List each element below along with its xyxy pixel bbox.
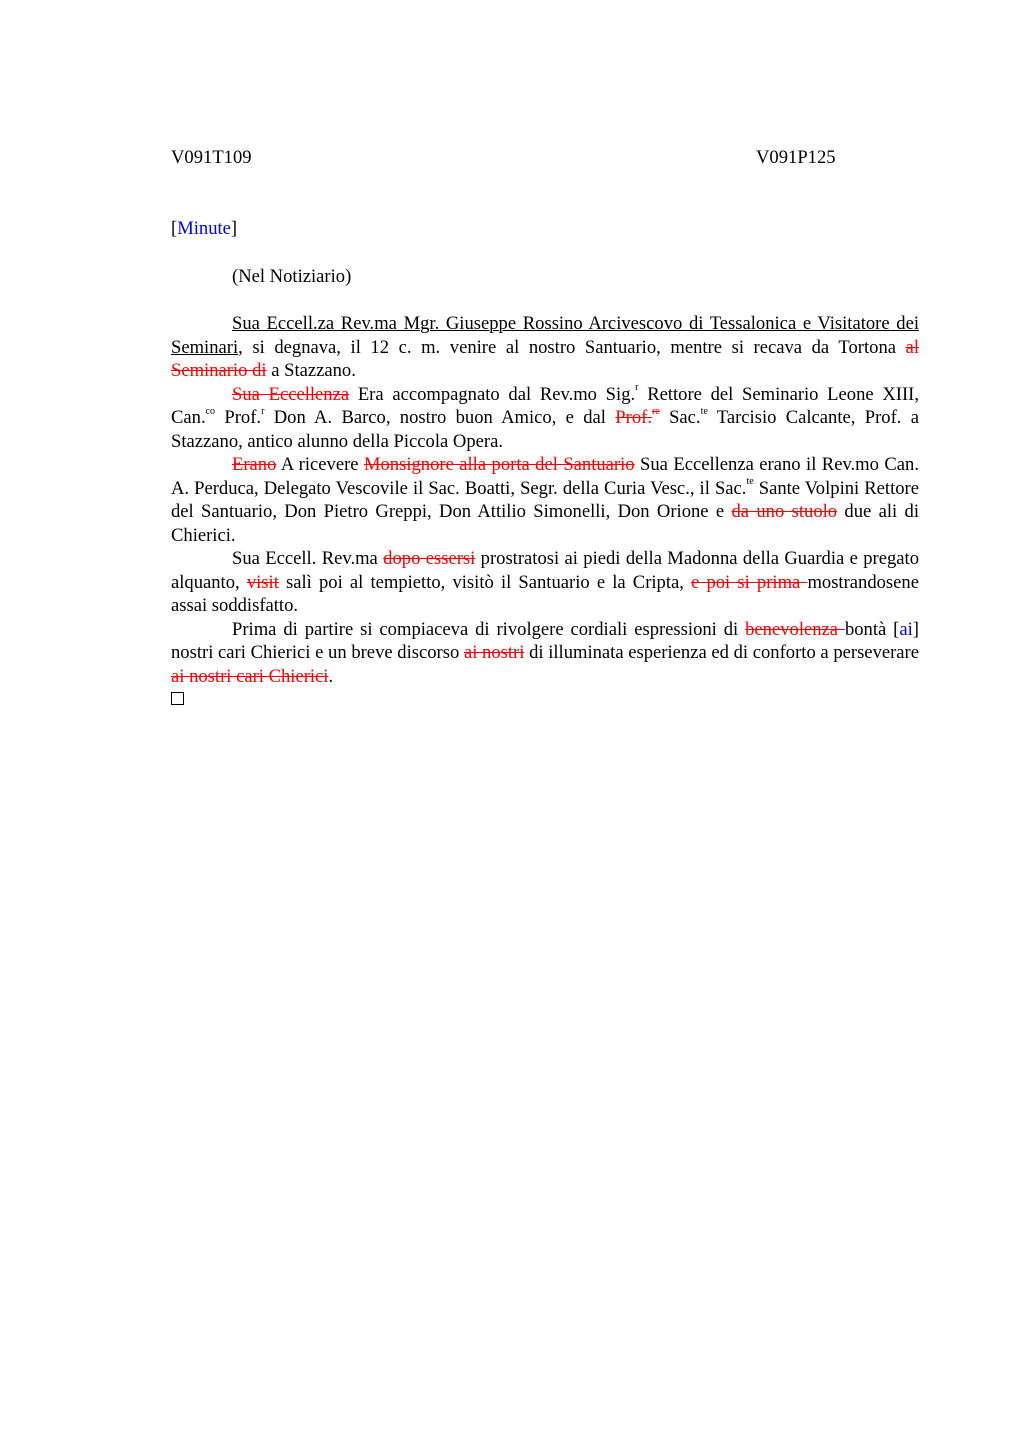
text-run: . bbox=[328, 665, 334, 687]
text-run: a Stazzano. bbox=[266, 360, 356, 381]
superscript: co bbox=[205, 405, 216, 417]
deleted-text: e poi si prima bbox=[691, 571, 808, 593]
text-run: Sante Volpini Rettore del Santuario, Don Pietro Greppi, Don Attilio Simonelli, Don Orione e bbox=[171, 477, 919, 522]
document-header bbox=[171, 146, 919, 170]
paragraph-1 bbox=[171, 312, 919, 383]
underlined-text: Sua Eccell.za Rev.ma Mgr. Giuseppe Rossino Arcivescovo di Tessalonica e Visitatore dei Seminari bbox=[171, 313, 919, 358]
text-run: prostratosi ai piedi della Madonna della Guardia e pregato alquanto, bbox=[171, 548, 919, 593]
text-run: Rettore del Seminario Leone XIII, Can. bbox=[171, 383, 919, 428]
text-run: Era accompagnato dal Rev.mo Sig. bbox=[349, 383, 636, 405]
document-page bbox=[171, 146, 920, 687]
text-run: Sac. bbox=[659, 407, 701, 428]
text-run: Sua Eccell. Rev.ma bbox=[232, 548, 384, 569]
text-run: due ali di Chierici. bbox=[171, 501, 919, 546]
text-run: Sua Eccellenza erano il Rev.mo Can. A. Perduca, Delegato Vescovile il Sac. Boatti, Segr. della Curia Vesc., il Sac. bbox=[171, 454, 919, 499]
document-body bbox=[171, 312, 919, 705]
text-run: Don A. Barco, nostro buon Amico, e dal bbox=[264, 407, 616, 428]
superscript: r bbox=[635, 382, 639, 394]
text-run: salì poi al tempietto, visitò il Santuario e la Cripta, bbox=[278, 571, 692, 593]
paragraph-5 bbox=[171, 618, 919, 689]
tag-open-bracket: [ bbox=[171, 218, 178, 239]
text-run: ] nostri cari Chierici e un breve discorso bbox=[171, 618, 919, 663]
text-run: di illuminata esperienza ed di conforto a perseverare bbox=[524, 642, 920, 663]
paragraph-4 bbox=[171, 547, 919, 618]
tag-label: Minute bbox=[177, 218, 231, 239]
text-run: , si degnava, il 12 c. m. venire al nostro Santuario, mentre si recava da Tortona bbox=[238, 336, 906, 358]
deleted-text: da uno stuolo bbox=[731, 501, 838, 522]
text-run: Tarcisio Calcante, Prof. a Stazzano, antico alunno della Piccola Opera. bbox=[171, 407, 919, 452]
document-subtitle: (Nel Notiziario) bbox=[232, 266, 352, 287]
deleted-text: Erano bbox=[232, 454, 277, 475]
deleted-text: visit bbox=[246, 571, 279, 593]
paragraph-3 bbox=[171, 453, 919, 547]
editorial-insertion: ai bbox=[899, 618, 913, 640]
paragraph-2 bbox=[171, 383, 919, 454]
end-marker-square-icon bbox=[171, 692, 184, 705]
superscript: te bbox=[746, 476, 754, 488]
text-run: Prima di partire si compiaceva di rivolgere cordiali espressioni di bbox=[232, 618, 746, 640]
text-run: Prof. bbox=[215, 407, 262, 428]
deleted-text: Sua Eccellenza bbox=[232, 383, 350, 405]
superscript: r bbox=[261, 405, 265, 417]
deleted-text: ai nostri bbox=[463, 642, 525, 663]
deleted-superscript: re bbox=[651, 405, 660, 417]
text-run: mostrandosene assai soddisfatto. bbox=[171, 571, 919, 616]
document-code-left: V091T109 bbox=[171, 147, 252, 168]
deleted-text: Prof. bbox=[615, 407, 652, 428]
tag-close-bracket: ] bbox=[230, 218, 238, 239]
deleted-text: ai nostri cari Chierici bbox=[171, 665, 329, 687]
superscript: te bbox=[700, 405, 708, 417]
deleted-text: Monsignore alla porta del Santuario bbox=[363, 454, 635, 475]
deleted-text: al Seminario di bbox=[171, 336, 919, 381]
text-run: A ricevere bbox=[276, 454, 364, 475]
text-run: bontà [ bbox=[844, 618, 900, 640]
document-type-tag bbox=[171, 217, 237, 241]
deleted-text: dopo essersi bbox=[383, 548, 476, 569]
document-code-right: V091P125 bbox=[756, 147, 836, 168]
deleted-text: benevolenza bbox=[745, 618, 845, 640]
